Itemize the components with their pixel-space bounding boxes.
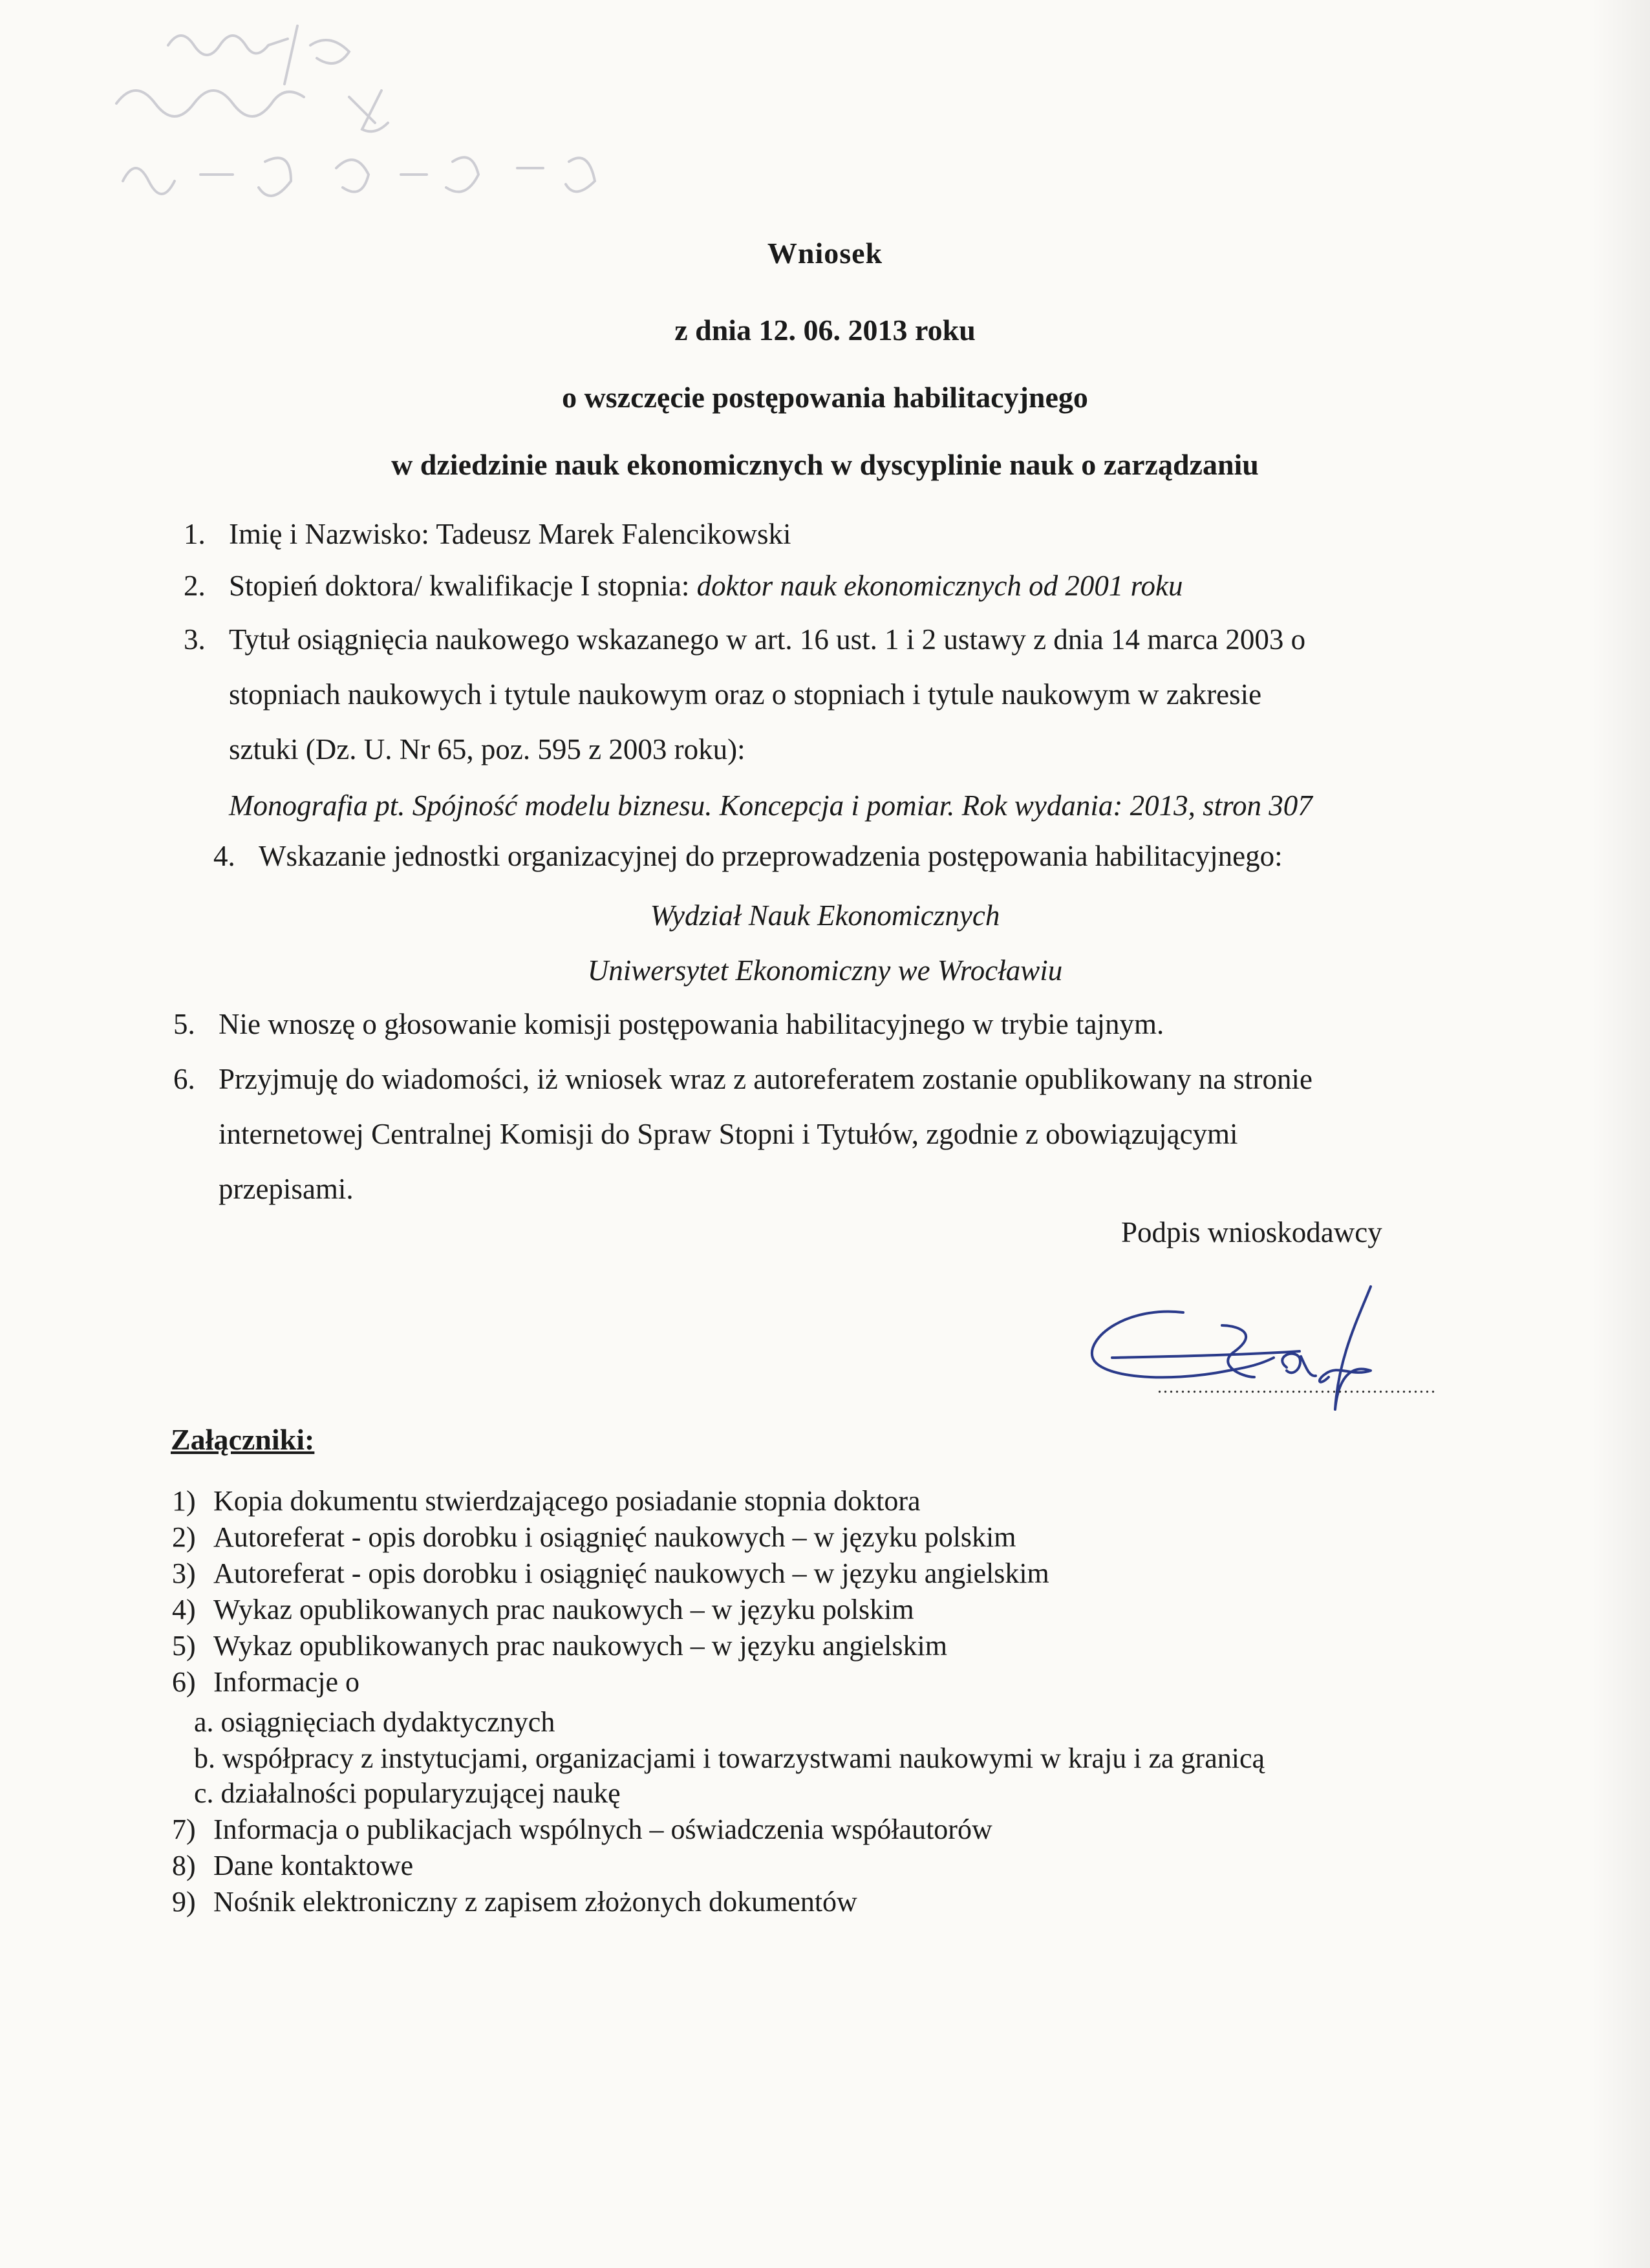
attachment-4-text: Wykaz opublikowanych prac naukowych – w języku polskim [213,1594,914,1625]
document-subject: o wszczęcie postępowania habilitacyjnego [562,381,1088,414]
attachment-9-number: 9) [172,1886,196,1918]
attachment-3 [172,1557,1049,1590]
attachment-5 [172,1629,947,1662]
item-3-number: 3. [184,623,206,656]
signature-label: Podpis wnioskodawcy [1121,1216,1382,1248]
attachment-8-number: 8) [172,1850,196,1881]
attachment-6a: a. osiągnięciach dydaktycznych [194,1706,555,1738]
item-5-text: Nie wnoszę o głosowanie komisji postępowania habilitacyjnego w trybie tajnym. [219,1008,1164,1040]
item-2-italic: doktor nauk ekonomicznych od 2001 roku [696,570,1183,602]
item-6-line1: Przyjmuję do wiadomości, iż wniosek wraz z autoreferatem zostanie opublikowany na stronie [219,1063,1312,1095]
item-6-line2: internetowej Centralnej Komisji do Spraw Stopni i Tytułów, zgodnie z obowiązującymi [219,1118,1238,1150]
handwritten-signature [1067,1280,1416,1435]
attachment-9-text: Nośnik elektroniczny z zapisem złożonych dokumentów [213,1886,857,1918]
attachment-5-text: Wykaz opublikowanych prac naukowych – w języku angielskim [213,1630,947,1662]
attachment-5-number: 5) [172,1630,196,1662]
item-3-line3: sztuki (Dz. U. Nr 65, poz. 595 z 2003 roku): [229,733,745,765]
note-line3: 22 - 656 - 63 - 28 [207,182,252,189]
attachment-6 [172,1665,359,1698]
attachment-4-number: 4) [172,1594,196,1625]
item-2 [184,569,1183,603]
attachment-4 [172,1593,914,1626]
attachment-6-text: Informacje o [213,1666,359,1698]
item-4-number: 4. [213,840,235,872]
item-1-number: 1. [184,518,206,550]
item-3-monograph: Monografia pt. Spójność modelu biznesu. Koncepcja i pomiar. Rok wydania: 2013, stron 307 [229,789,1312,822]
item-1 [184,517,791,551]
item-4-unit-faculty: Wydział Nauk Ekonomicznych [650,899,1000,932]
attachment-1-text: Kopia dokumentu stwierdzającego posiadanie stopnia doktora [213,1485,921,1517]
document-date: z dnia 12. 06. 2013 roku [674,314,976,347]
item-5-number: 5. [173,1008,195,1040]
item-3-line2: stopniach naukowych i tytule naukowym oraz o stopniach i tytule naukowym w zakresie [229,678,1262,711]
attachment-7 [172,1813,992,1846]
document-discipline: w dziedzinie nauk ekonomicznych w dyscyplinie nauk o zarządzaniu [391,448,1259,481]
item-6-number: 6. [173,1063,195,1095]
attachment-7-number: 7) [172,1813,196,1845]
attachment-7-text: Informacja o publikacjach wspólnych – oświadczenia współautorów [213,1813,992,1845]
item-6-line3: przepisami. [219,1173,354,1205]
document-title: Wniosek [767,237,883,270]
note-line1: Wrocław [207,53,231,60]
attachment-8-text: Dane kontaktowe [213,1850,414,1881]
item-6 [173,1062,1312,1096]
item-2-text: Stopień doktora/ kwalifikacje I stopnia: [229,570,697,602]
attachment-6b: b. współpracy z instytucjami, organizacjami i towarzystwami naukowymi w kraju i za granicą [194,1742,1265,1774]
attachment-3-text: Autoreferat - opis dorobku i osiągnięć naukowych – w języku angielskim [213,1557,1049,1589]
item-5 [173,1007,1164,1041]
signature-dotted-line: ................................................ [1157,1377,1437,1397]
note-line2: Stolarski [207,118,230,125]
item-1-text: Imię i Nazwisko: Tadeusz Marek Falencikowski [229,518,791,550]
item-4-unit-university: Uniwersytet Ekonomiczny we Wrocławiu [587,954,1063,987]
attachment-1 [172,1484,921,1517]
item-4-text: Wskazanie jednostki organizacyjnej do przeprowadzenia postępowania habilitacyjnego: [259,840,1283,872]
attachment-2 [172,1521,1016,1554]
attachments-heading: Załączniki: [171,1423,315,1456]
attachment-6-number: 6) [172,1666,196,1698]
attachment-8 [172,1849,413,1882]
attachment-9 [172,1885,857,1918]
item-3-line1: Tytuł osiągnięcia naukowego wskazanego w art. 16 ust. 1 i 2 ustawy z dnia 14 marca 2003 o [229,623,1306,656]
attachment-1-number: 1) [172,1485,196,1517]
bleed-through-handwriting [78,6,659,252]
attachment-6c: c. działalności popularyzującej naukę [194,1777,621,1809]
item-3 [184,623,1305,656]
attachment-2-number: 2) [172,1521,196,1553]
item-4 [213,839,1283,873]
attachment-3-number: 3) [172,1557,196,1589]
item-2-number: 2. [184,570,206,602]
attachment-2-text: Autoreferat - opis dorobku i osiągnięć naukowych – w języku polskim [213,1521,1016,1553]
